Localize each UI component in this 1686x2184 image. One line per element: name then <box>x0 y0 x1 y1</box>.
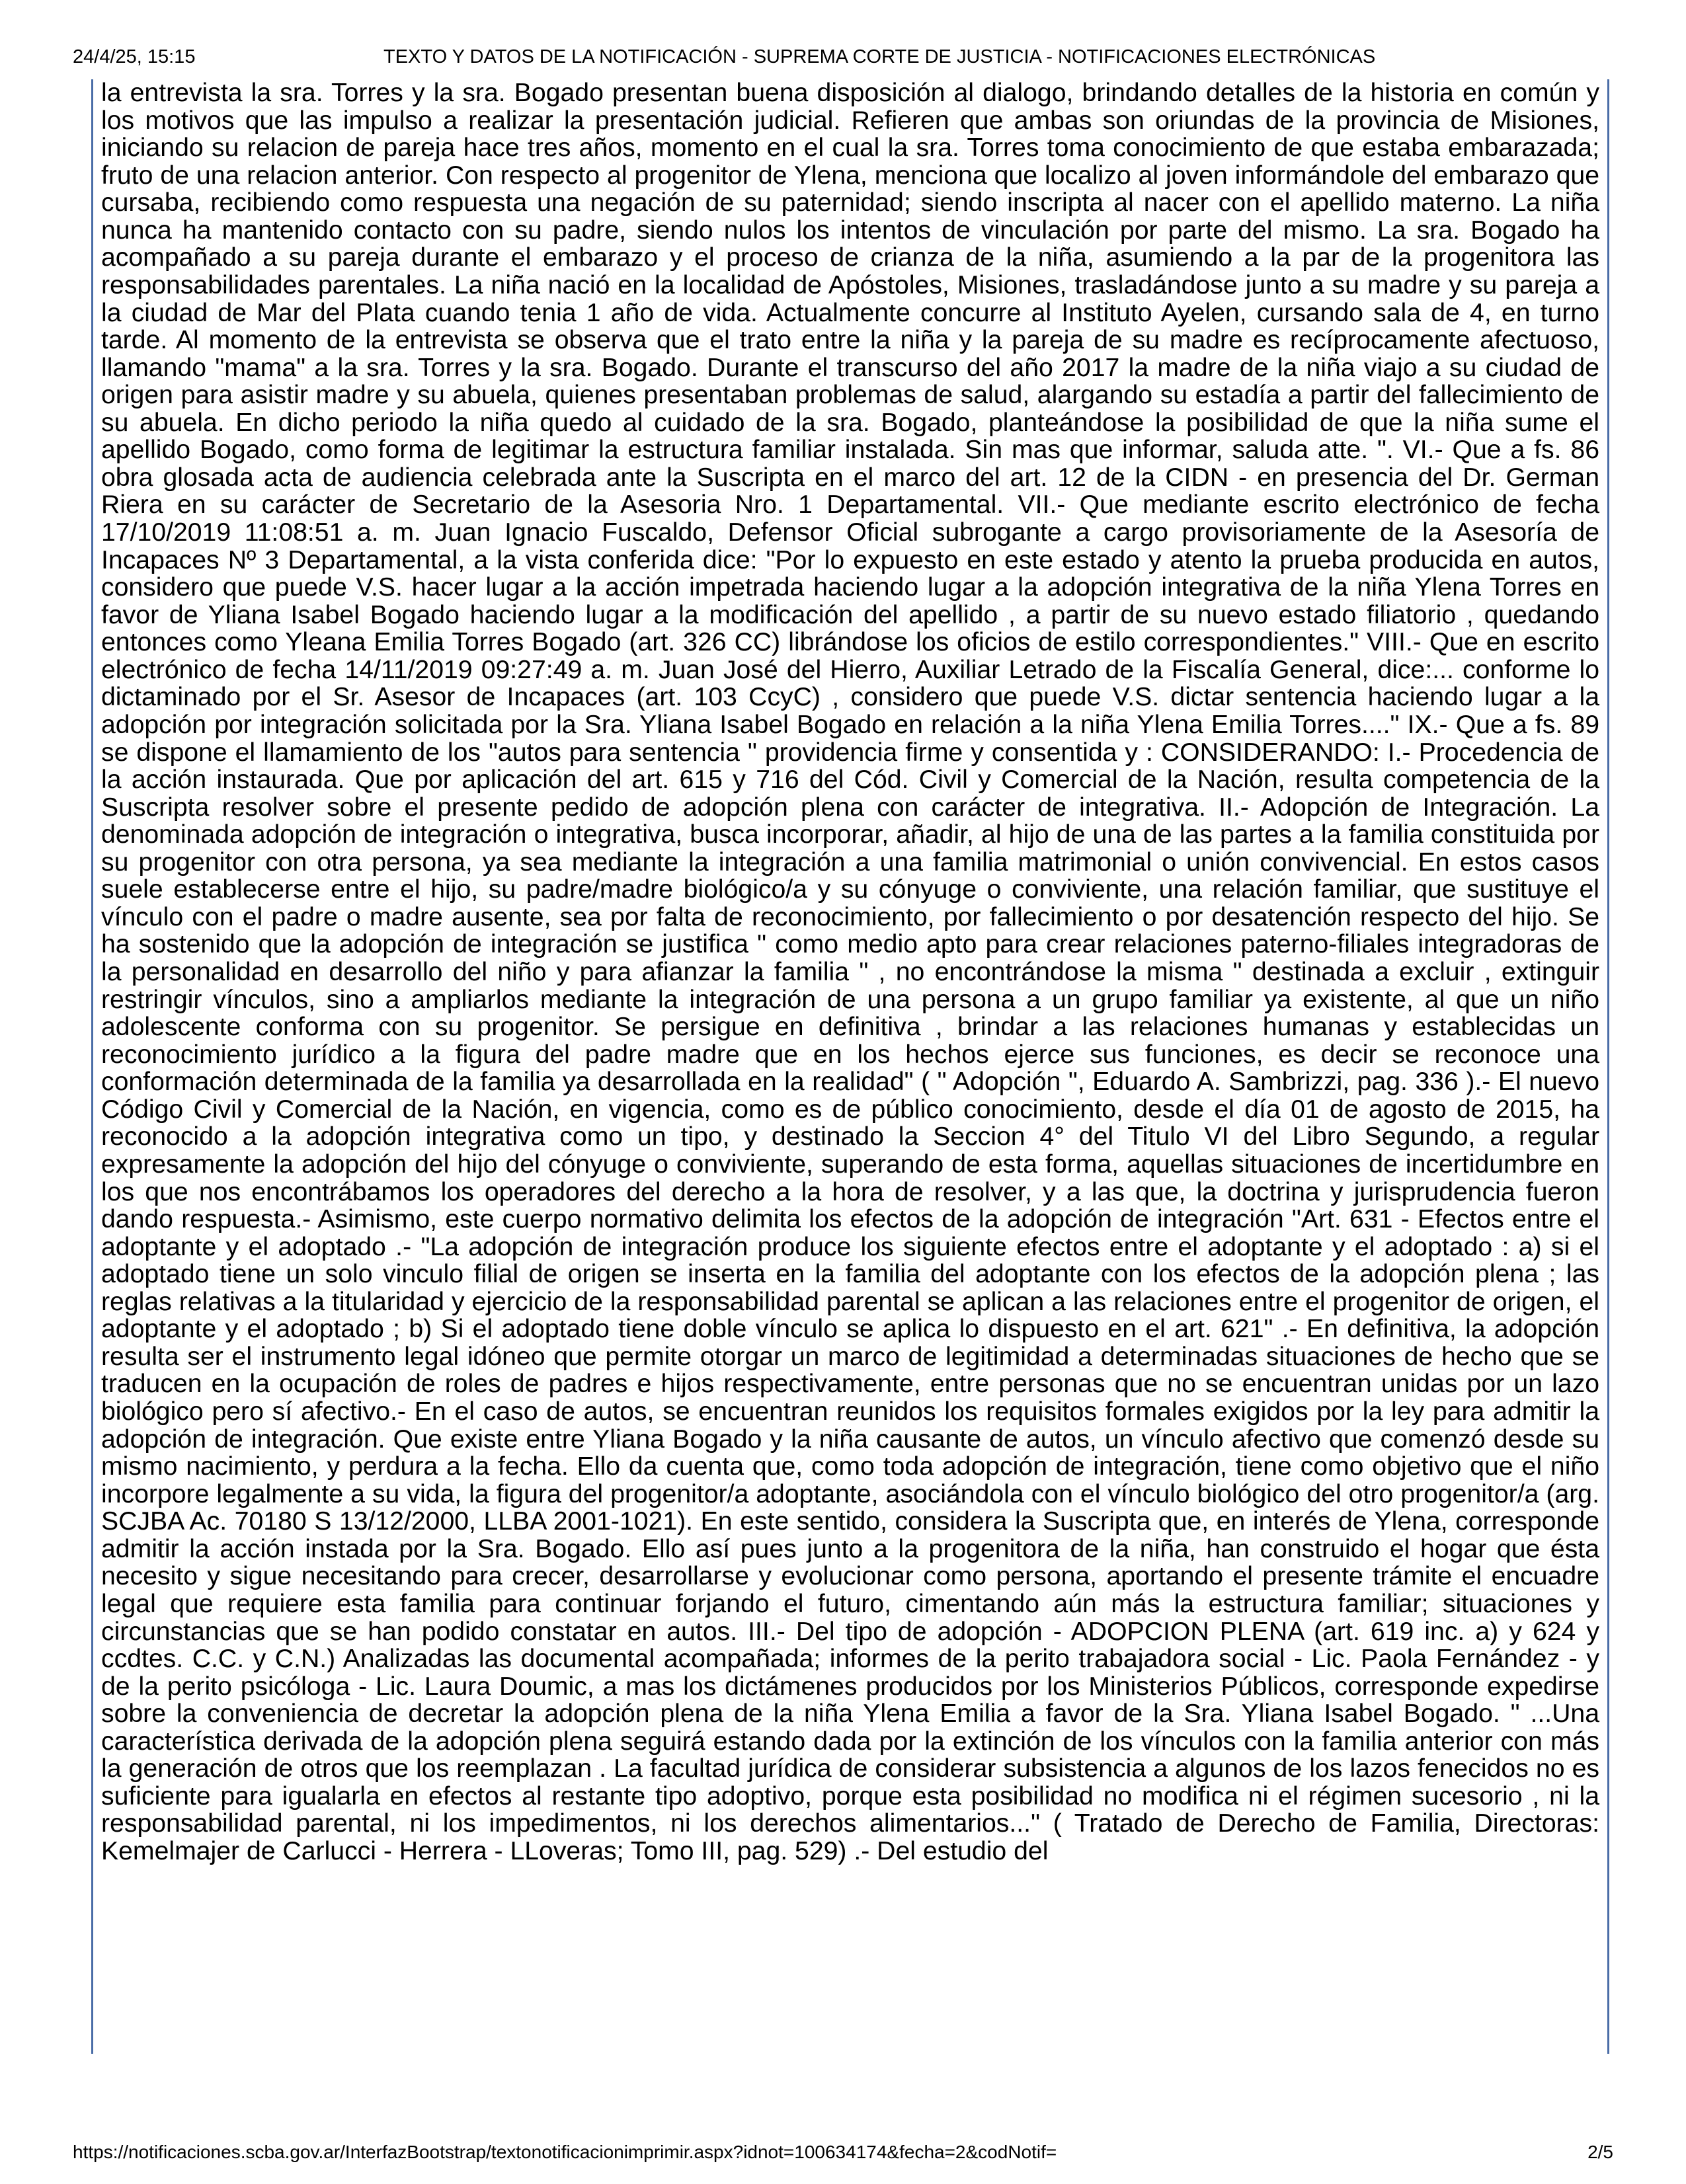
print-footer <box>0 2140 1686 2164</box>
notification-body-text: la entrevista la sra. Torres y la sra. Bogado presentan buena disposición al dialogo, brindando detalles de la historia en común y los motivos que las impulso a realizar la presentación judicial. Refieren que ambas son oriundas de la provincia de Misiones, iniciando su relacion de pareja hace tres años, momento en el cual la sra. Torres toma conocimiento de que estaba embarazada; fruto de una relacion anterior. Con respecto al progenitor de Ylena, menciona que localizo al joven informándole del embarazo que cursaba, recibiendo como respuesta una negación de su paternidad; siendo inscripta al nacer con el apellido materno. La niña nunca ha mantenido contacto con su padre, siendo nulos los intentos de vinculación por parte del mismo. La sra. Bogado ha acompañado a su pareja durante el embarazo y el proceso de crianza de la niña, asumiendo a la par de la progenitora las responsabilidades parentales. La niña nació en la localidad de Apóstoles, Misiones, trasladándose junto a su madre y su pareja a la ciudad de Mar del Plata cuando tenia 1 año de vida. Actualmente concurre al Instituto Ayelen, cursando sala de 4, en turno tarde. Al momento de la entrevista se observa que el trato entre la niña y la pareja de su madre es recíprocamente afectuoso, llamando "mama" a la sra. Torres y la sra. Bogado. Durante el transcurso del año 2017 la madre de la niña viajo a su ciudad de origen para asistir madre y su abuela, quienes presentaban problemas de salud, alargando su estadía a partir del fallecimiento de su abuela. En dicho periodo la niña quedo al cuidado de la sra. Bogado, planteándose la posibilidad de que la niña sume el apellido Bogado, como forma de legitimar la estructura familiar instalada. Sin mas que informar, saluda atte. ". VI.- Que a fs. 86 obra glosada acta de audiencia celebrada ante la Suscripta en el marco del art. 12 de la CIDN - en presencia del Dr. German Riera en su carácter de Secretario de la Asesoria Nro. 1 Departamental. VII.- Que mediante escrito electrónico de fecha 17/10/2019 11:08:51 a. m. Juan Ignacio Fuscaldo, Defensor Oficial subrogante a cargo provisoriamente de la Asesoría de Incapaces Nº 3 Departamental, a la vista conferida dice: "Por lo expuesto en este estado y atento la prueba producida en autos, considero que puede V.S. hacer lugar a la acción impetrada haciendo lugar a la adopción integrativa de la niña Ylena Torres en favor de Yliana Isabel Bogado haciendo lugar a la modificación del apellido , a partir de su nuevo estado filiatorio , quedando entonces como Yleana Emilia Torres Bogado (art. 326 CC) librándose los oficios de estilo correspondientes." VIII.- Que en escrito electrónico de fecha 14/11/2019 09:27:49 a. m. Juan José del Hierro, Auxiliar Letrado de la Fiscalía General, dice:... conforme lo dictaminado por el Sr. Asesor de Incapaces (art. 103 CcyC) , considero que puede V.S. dictar sentencia haciendo lugar a la adopción por integración solicitada por la Sra. Yliana Isabel Bogado en relación a la niña Ylena Emilia Torres...." IX.- Que a fs. 89 se dispone el llamamiento de los "autos para sentencia " providencia firme y consentida y : CONSIDERANDO: I.- Procedencia de la acción instaurada. Que por aplicación del art. 615 y 716 del Cód. Civil y Comercial de la Nación, resulta competencia de la Suscripta resolver sobre el presente pedido de adopción plena con carácter de integrativa. II.- Adopción de Integración. La denominada adopción de integración o integrativa, busca incorporar, añadir, al hijo de una de las partes a la familia constituida por su progenitor con otra persona, ya sea mediante la integración a una familia matrimonial o unión convivencial. En estos casos suele establecerse entre el hijo, su padre/madre biológico/a y su cónyuge o conviviente, una relación familiar, que sustituye el vínculo con el padre o madre ausente, sea por falta de reconocimiento, por fallecimiento o por desatención respecto del hijo. Se ha sostenido que la adopción de integración se justifica " como medio apto para crear relaciones paterno-filiales integradoras de la personalidad en desarrollo del niño y para afianzar la familia " , no encontrándose la misma " destinada a excluir , extinguir restringir vínculos, sino a ampliarlos mediante la integración de una persona a un grupo familiar ya existente, al que un niño adolescente conforma con su progenitor. Se persigue en definitiva , brindar a las relaciones humanas y establecidas un reconocimiento jurídico a la figura del padre madre que en los hechos ejerce sus funciones, es decir se reconoce una conformación determinada de la familia ya desarrollada en la realidad" ( " Adopción ", Eduardo A. Sambrizzi, pag. 336 ).- El nuevo Código Civil y Comercial de la Nación, en vigencia, como es de público conocimiento, desde el día 01 de agosto de 2015, ha reconocido a la adopción integrativa como un tipo, y destinado la Seccion 4° del Titulo VI del Libro Segundo, a regular expresamente la adopción del hijo del cónyuge o conviviente, superando de esta forma, aquellas situaciones de incertidumbre en los que nos encontrábamos los operadores del derecho a la hora de resolver, y a las que, la doctrina y jurisprudencia fueron dando respuesta.- Asimismo, este cuerpo normativo delimita los efectos de la adopción de integración "Art. 631 - Efectos entre el adoptante y el adoptado .- "La adopción de integración produce los siguiente efectos entre el adoptante y el adoptado : a) si el adoptado tiene un solo vinculo filial de origen se inserta en la familia del adoptante con los efectos de la adopción plena ; las reglas relativas a la titularidad y ejercicio de la responsabilidad parental se aplican a las relaciones entre el progenitor de origen, el adoptante y el adoptado ; b) Si el adoptado tiene doble vínculo se aplica lo dispuesto en el art. 621" .- En definitiva, la adopción resulta ser el instrumento legal idóneo que permite otorgar un marco de legitimidad a determinadas situaciones de hecho que se traducen en la ocupación de roles de padres e hijos respectivamente, entre personas que no se encuentran unidas por un lazo biológico pero sí afectivo.- En el caso de autos, se encuentran reunidos los requisitos formales exigidos por la ley para admitir la adopción de integración. Que existe entre Yliana Bogado y la niña causante de autos, un vínculo afectivo que comenzó desde su mismo nacimiento, y perdura a la fecha. Ello da cuenta que, como toda adopción de integración, tiene como objetivo que el niño incorpore legalmente a su vida, la figura del progenitor/a adoptante, asociándola con el vínculo biológico del otro progenitor/a (arg. SCJBA Ac. 70180 S 13/12/2000, LLBA 2001-1021). En este sentido, considera la Suscripta que, en interés de Ylena, corresponde admitir la acción instada por la Sra. Bogado. Ello así pues junto a la progenitora de la niña, han construido el hogar que ésta necesito y sigue necesitando para crecer, desarrollarse y evolucionar como persona, aportando el presente trámite el encuadre legal que requiere esta familia para continuar forjando el futuro, cimentando aún más la estructura familiar; situaciones y circunstancias que se han podido constatar en autos. III.- Del tipo de adopción - ADOPCION PLENA (art. 619 inc. a) y 624 y ccdtes. C.C. y C.N.) Analizadas las documental acompañada; informes de la perito trabajadora social - Lic. Paola Fernández - y de la perito psicóloga - Lic. Laura Doumic, a mas los dictámenes producidos por los Ministerios Públicos, corresponde expedirse sobre la conveniencia de decretar la adopción plena de la niña Ylena Emilia a favor de la Sra. Yliana Isabel Bogado. " ...Una característica derivada de la adopción plena seguirá estando dada por la extinción de los vínculos con la familia anterior con más la generación de otros que los reemplazan . La facultad jurídica de considerar subsistencia a algunos de los lazos fenecidos no es suficiente para igualarla en efectos al restante tipo adoptivo, porque esta posibilidad no modifica ni el régimen sucesorio , ni la responsabilidad parental, ni los impedimentos, ni los derechos alimentarios..." ( Tratado de Derecho de Familia, Directoras: Kemelmajer de Carlucci - Herrera - LLoveras; Tomo III, pag. 529) .- Del estudio del <box>101 79 1599 1865</box>
page-number: 2/5 <box>1587 2142 1613 2162</box>
print-header <box>0 44 1686 70</box>
print-datetime: 24/4/25, 15:15 <box>73 46 196 67</box>
print-title: TEXTO Y DATOS DE LA NOTIFICACIÓN - SUPREMA CORTE DE JUSTICIA - NOTIFICACIONES ELECTRÓNICAS <box>383 46 1376 67</box>
page-url[interactable]: https://notificaciones.scba.gov.ar/InterfazBootstrap/textonotificacionimprimir.aspx?idnot=100634174&fecha=2&codNotif= <box>73 2142 1057 2162</box>
notification-text-frame <box>91 79 1609 2054</box>
